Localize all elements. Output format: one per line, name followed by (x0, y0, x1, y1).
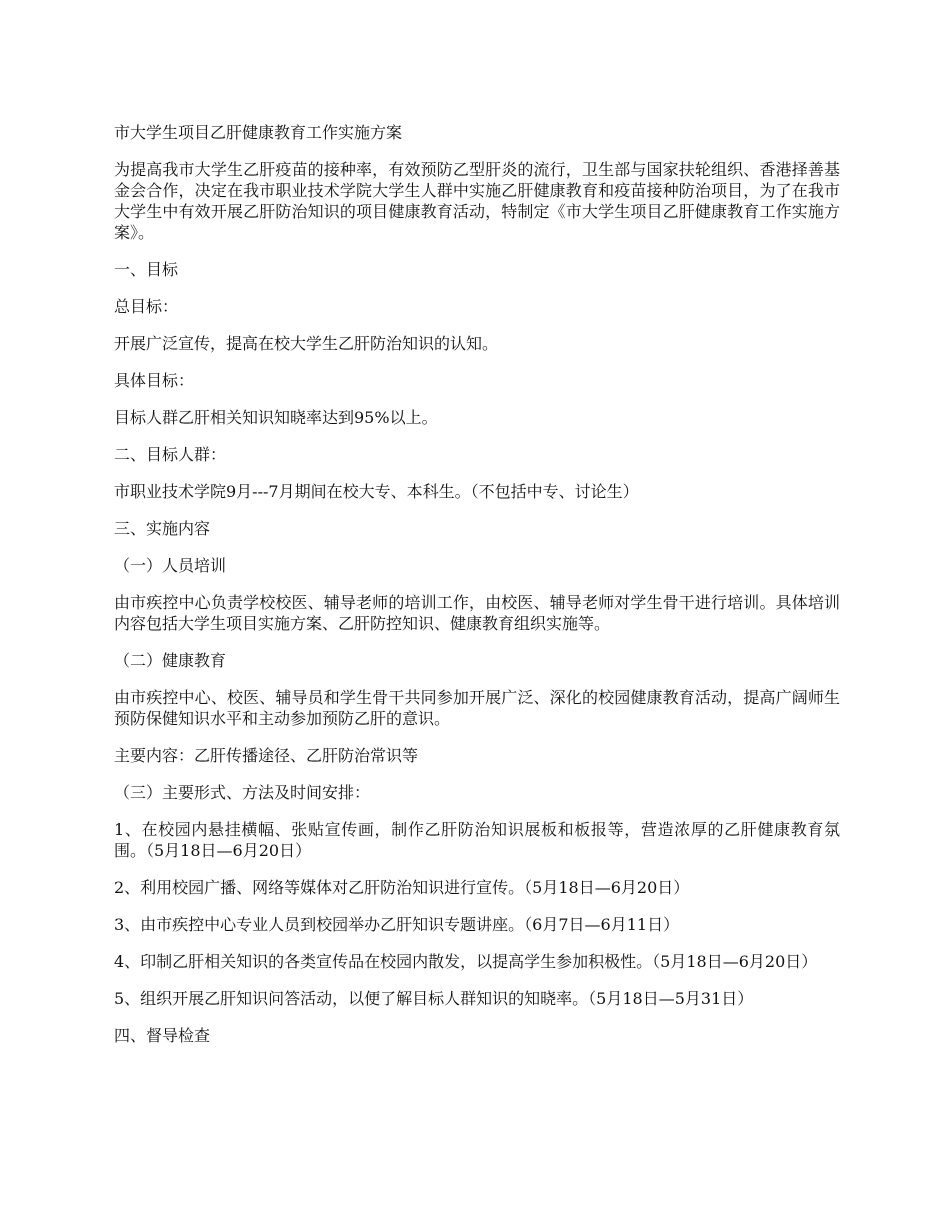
list-item: 3、由市疾控中心专业人员到校园举办乙肝知识专题讲座。（6月7日—6月11日） (114, 915, 680, 934)
target-group-text: 市职业技术学院9月---7月期间在校大专、本科生。（不包括中专、讨论生） (114, 482, 639, 501)
list-item: 1、在校园内悬挂横幅、张贴宣传画，制作乙肝防治知识展板和板报等，营造浓厚的乙肝健康教育氛围。（5月18日—6月20日） (114, 820, 840, 860)
section-heading-target-group: 二、目标人群： (114, 445, 227, 464)
subheading-overall-goal: 总目标： (114, 297, 179, 316)
intro-paragraph: 为提高我市大学生乙肝疫苗的接种率，有效预防乙型肝炎的流行，卫生部与国家扶轮组织、香港择善基金会合作，决定在我市职业技术学院大学生人群中实施乙肝健康教育和疫苗接种防治项目，为了在我市大学生中有效开展乙肝防治知识的项目健康教育活动，特制定《市大学生项目乙肝健康教育工作实施方案》。 (114, 160, 840, 242)
overall-goal-text: 开展广泛宣传，提高在校大学生乙肝防治知识的认知。 (114, 334, 499, 353)
subheading-health-education: （二）健康教育 (114, 651, 227, 670)
list-item: 2、利用校园广播、网络等媒体对乙肝防治知识进行宣传。（5月18日—6月20日） (114, 878, 690, 897)
subheading-training: （一）人员培训 (114, 556, 227, 575)
subheading-specific-goal: 具体目标： (114, 371, 195, 390)
list-item: 5、组织开展乙肝知识问答活动，以便了解目标人群知识的知晓率。（5月18日—5月31日） (114, 989, 754, 1008)
training-text: 由市疾控中心负责学校校医、辅导老师的培训工作，由校医、辅导老师对学生骨干进行培训。具体培训内容包括大学生项目实施方案、乙肝防控知识、健康教育组织实施等。 (114, 593, 840, 633)
list-item: 4、印制乙肝相关知识的各类宣传品在校园内散发，以提高学生参加积极性。（5月18日—6月20日） (114, 952, 818, 971)
section-heading-supervision: 四、督导检查 (114, 1026, 211, 1045)
document-body (114, 122, 840, 1062)
health-education-text: 由市疾控中心、校医、辅导员和学生骨干共同参加开展广泛、深化的校园健康教育活动，提高广阔师生预防保健知识水平和主动参加预防乙肝的意识。 (114, 688, 840, 728)
main-content-text: 主要内容：乙肝传播途径、乙肝防治常识等 (114, 746, 419, 765)
section-heading-goals: 一、目标 (114, 260, 179, 279)
specific-goal-text: 目标人群乙肝相关知识知晓率达到95%以上。 (114, 408, 438, 427)
section-heading-content: 三、实施内容 (114, 519, 211, 538)
document-title: 市大学生项目乙肝健康教育工作实施方案 (114, 123, 403, 142)
subheading-forms-schedule: （三）主要形式、方法及时间安排： (114, 783, 371, 802)
